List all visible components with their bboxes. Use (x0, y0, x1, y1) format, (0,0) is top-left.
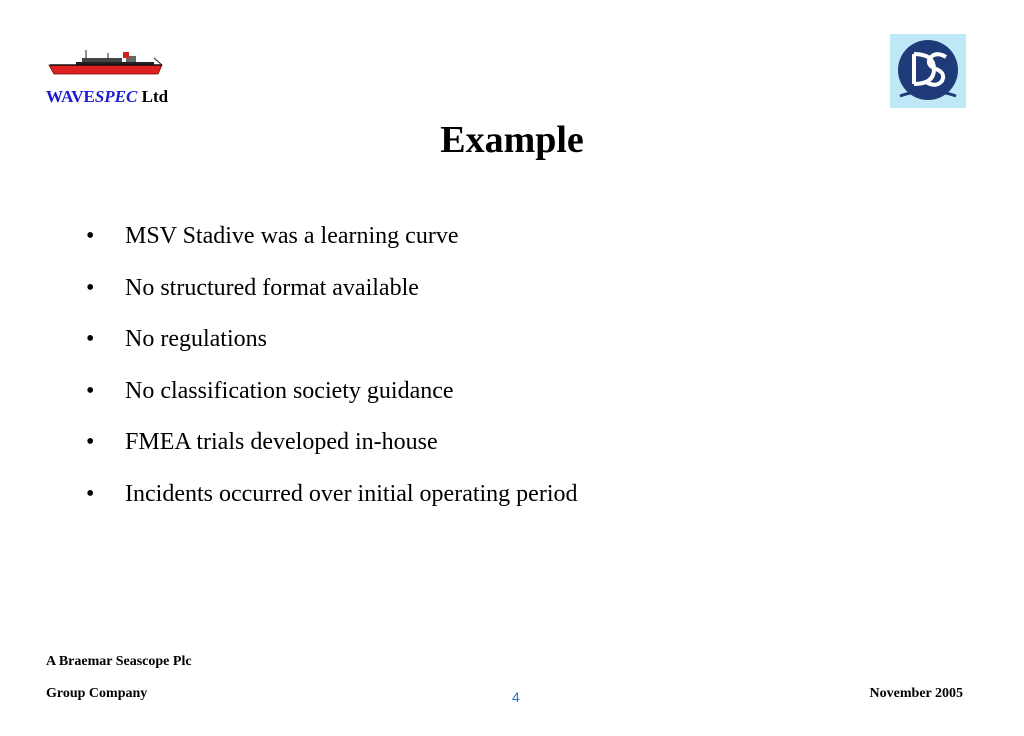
list-item (86, 377, 578, 405)
bullet-marker: • (86, 377, 95, 404)
bullet-list (86, 222, 578, 531)
bullet-text: No classification society guidance (125, 377, 454, 404)
ds-monogram-icon (890, 34, 966, 108)
bullet-text: MSV Stadive was a learning curve (125, 223, 459, 249)
list-item (86, 222, 578, 250)
bullet-text: No structured format available (125, 274, 419, 301)
bullet-text: No regulations (125, 326, 267, 352)
bullet-text: FMEA trials developed in-house (125, 429, 438, 455)
ship-icon (46, 46, 166, 82)
slide-title: Example (440, 119, 584, 161)
brand-name (46, 87, 168, 107)
list-item (86, 480, 578, 508)
bullet-text: Incidents occurred over initial operating period (125, 480, 578, 507)
brand-spec: SPEC (94, 87, 138, 106)
page-number: 4 (512, 689, 520, 705)
footer-date: November 2005 (869, 686, 963, 701)
bullet-marker: • (86, 326, 95, 352)
list-item (86, 325, 578, 353)
list-item (86, 274, 578, 302)
footer-company-line1: A Braemar Seascope Plc (46, 654, 192, 669)
bullet-marker: • (86, 480, 95, 507)
bullet-marker: • (86, 429, 95, 455)
brand-ltd: Ltd (141, 87, 169, 106)
bullet-marker: • (86, 274, 95, 301)
list-item (86, 428, 578, 456)
brand-wave: WAVE (46, 87, 95, 106)
bullet-marker: • (86, 223, 95, 249)
footer-company-line2: Group Company (46, 686, 148, 701)
ds-logo (890, 34, 966, 108)
